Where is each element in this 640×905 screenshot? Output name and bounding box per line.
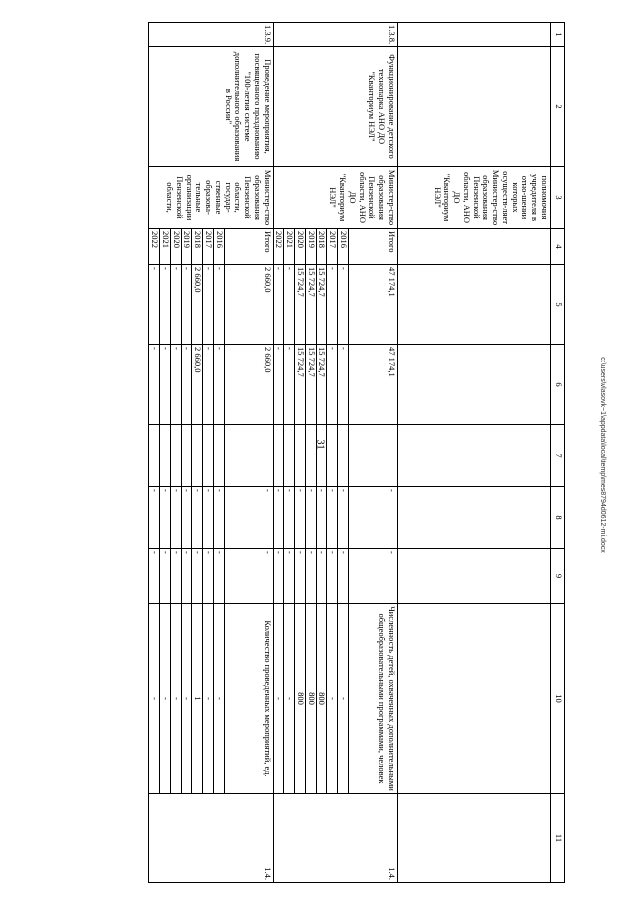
value-col7 xyxy=(284,425,295,487)
col-header: 10 xyxy=(551,604,565,794)
col-header: 2 xyxy=(551,47,565,167)
value-col5: 15 724,7 xyxy=(305,265,316,345)
value-col6: - xyxy=(181,345,192,425)
value-col9: - xyxy=(273,549,284,604)
value-col6: - xyxy=(170,345,181,425)
value-col8: - xyxy=(192,487,203,549)
value-col5: 15 724,7 xyxy=(316,265,327,345)
value-col6: - xyxy=(160,345,171,425)
file-path-footer: c:\users\vlasovk~1\appdata\local\temp\mes8794d0612-mi.docx xyxy=(599,357,606,553)
value-col9: - xyxy=(305,549,316,604)
value-col5: - xyxy=(181,265,192,345)
indicator-value: - xyxy=(160,604,171,794)
value-col6: - xyxy=(149,345,160,425)
col-header: 11 xyxy=(551,794,565,883)
reference-cell: 1.4. xyxy=(273,794,397,883)
indicator-name: Количество проведенных мероприятий, ед. xyxy=(224,604,273,794)
indicator-value: - xyxy=(273,604,284,794)
value-col6: - xyxy=(273,345,284,425)
year-cell: 2020 xyxy=(295,229,306,265)
value-col5: 15 724,7 xyxy=(295,265,306,345)
col-header: 3 xyxy=(551,167,565,229)
indicator-value: 1 xyxy=(192,604,203,794)
year-cell: 2021 xyxy=(284,229,295,265)
value-col7 xyxy=(327,425,338,487)
year-cell: 2018 xyxy=(316,229,327,265)
value-col5: - xyxy=(273,265,284,345)
value-col6: 15 724,7 xyxy=(305,345,316,425)
value-col5: - xyxy=(203,265,214,345)
total-label: Итого xyxy=(224,229,273,265)
document-sheet xyxy=(64,22,630,882)
value-col7 xyxy=(181,425,192,487)
value-col8: - xyxy=(149,487,160,549)
year-cell: 2019 xyxy=(305,229,316,265)
value-col7 xyxy=(338,425,349,487)
value-col6: 15 724,7 xyxy=(295,345,306,425)
total-value-col6: 2 660,0 xyxy=(224,345,273,425)
indicator-name: Численность детей, охваченных дополнительными общеобразовательными программами, человек xyxy=(349,604,398,794)
value-col8: - xyxy=(305,487,316,549)
value-col6: 15 724,7 xyxy=(316,345,327,425)
value-col8: - xyxy=(316,487,327,549)
value-col6: - xyxy=(327,345,338,425)
value-col7 xyxy=(305,425,316,487)
indicator-value: - xyxy=(213,604,224,794)
value-col5: - xyxy=(338,265,349,345)
total-value-col8: - xyxy=(349,487,398,549)
reference-cell: 1.4. xyxy=(149,794,273,883)
value-col7 xyxy=(192,425,203,487)
year-cell: 2017 xyxy=(203,229,214,265)
value-col7 xyxy=(160,425,171,487)
value-col5: - xyxy=(284,265,295,345)
value-col7 xyxy=(295,425,306,487)
year-cell: 2016 xyxy=(213,229,224,265)
value-col5: 2 660,0 xyxy=(192,265,203,345)
indicator-value: - xyxy=(170,604,181,794)
value-col8: - xyxy=(338,487,349,549)
item-number: 1.3.9. xyxy=(149,23,273,47)
year-cell: 2020 xyxy=(170,229,181,265)
value-col9: - xyxy=(295,549,306,604)
value-col8: - xyxy=(284,487,295,549)
indicator-value: - xyxy=(284,604,295,794)
table-row xyxy=(398,23,551,883)
value-col7 xyxy=(273,425,284,487)
value-col9: - xyxy=(338,549,349,604)
value-col9: - xyxy=(170,549,181,604)
executor-cell: Министер-ство образования Пензенской области, АНО ДО "Кванториум НЭЛ" xyxy=(273,167,397,229)
indicator-value: 800 xyxy=(295,604,306,794)
program-table xyxy=(148,22,565,883)
value-col8: - xyxy=(295,487,306,549)
total-value-col7 xyxy=(349,425,398,487)
value-col8: - xyxy=(160,487,171,549)
col-header: 5 xyxy=(551,265,565,345)
year-cell: 2017 xyxy=(327,229,338,265)
indicator-value: - xyxy=(181,604,192,794)
indicator-value: 800 xyxy=(305,604,316,794)
value-col7 xyxy=(203,425,214,487)
indicator-value: - xyxy=(203,604,214,794)
year-cell: 2018 xyxy=(192,229,203,265)
value-col6: 2 660,0 xyxy=(192,345,203,425)
col-header: 7 xyxy=(551,425,565,487)
total-value-col9: - xyxy=(224,549,273,604)
value-col5: - xyxy=(149,265,160,345)
total-value-col8: - xyxy=(224,487,273,549)
item-number: 1.3.8. xyxy=(273,23,397,47)
total-label: Итого xyxy=(349,229,398,265)
value-col8: - xyxy=(203,487,214,549)
value-col5: - xyxy=(327,265,338,345)
value-col5: - xyxy=(170,265,181,345)
value-col8: - xyxy=(181,487,192,549)
total-value-col9: - xyxy=(349,549,398,604)
value-col7 xyxy=(316,425,327,487)
total-value-col7 xyxy=(224,425,273,487)
col-header: 1 xyxy=(551,23,565,47)
year-cell: 2019 xyxy=(181,229,192,265)
value-col8: - xyxy=(273,487,284,549)
total-value-col5: 47 174,1 xyxy=(349,265,398,345)
col-header: 8 xyxy=(551,487,565,549)
item-name: Функционирование детского технопарка АНО ДО "Кванториум НЭЛ" xyxy=(273,47,397,167)
page-number: 31 xyxy=(314,439,326,450)
year-cell: 2022 xyxy=(149,229,160,265)
col-header: 6 xyxy=(551,345,565,425)
value-col9: - xyxy=(284,549,295,604)
value-col9: - xyxy=(213,549,224,604)
value-col8: - xyxy=(170,487,181,549)
value-col5: - xyxy=(213,265,224,345)
col-header: 4 xyxy=(551,229,565,265)
value-col7 xyxy=(170,425,181,487)
column-number-row xyxy=(551,23,565,883)
value-col6: - xyxy=(203,345,214,425)
indicator-value: 800 xyxy=(316,604,327,794)
year-cell: 2021 xyxy=(160,229,171,265)
value-col7 xyxy=(149,425,160,487)
value-col7 xyxy=(213,425,224,487)
value-col6: - xyxy=(338,345,349,425)
total-value-col5: 2 660,0 xyxy=(224,265,273,345)
table-row xyxy=(224,23,273,883)
value-col9: - xyxy=(316,549,327,604)
value-col8: - xyxy=(327,487,338,549)
value-col9: - xyxy=(327,549,338,604)
year-cell: 2016 xyxy=(338,229,349,265)
value-col9: - xyxy=(149,549,160,604)
indicator-value: - xyxy=(338,604,349,794)
total-value-col6: 47 174,1 xyxy=(349,345,398,425)
col-header: 9 xyxy=(551,549,565,604)
value-col8: - xyxy=(213,487,224,549)
value-col9: - xyxy=(203,549,214,604)
year-cell: 2022 xyxy=(273,229,284,265)
value-col6: - xyxy=(213,345,224,425)
value-col9: - xyxy=(181,549,192,604)
executor-cell: Министер-ство образования Пензенской области, государ-ственные образова-тельные организации Пензенской области, xyxy=(149,167,273,229)
rotated-table-container xyxy=(64,22,565,882)
value-col9: - xyxy=(160,549,171,604)
executor-cell: полномочия учредителя в отно-шении которых осуществ-ляет Министер-ство образования Пензенской области, АНО ДО "Кванториум НЭЛ" xyxy=(398,167,551,229)
item-name: Проведение мероприятия, посвященного празднованию "100-летия системе дополнительного образования в России" xyxy=(149,47,273,167)
indicator-value: - xyxy=(149,604,160,794)
value-col6: - xyxy=(284,345,295,425)
indicator-value: - xyxy=(327,604,338,794)
value-col5: - xyxy=(160,265,171,345)
value-col9: - xyxy=(192,549,203,604)
table-row xyxy=(349,23,398,883)
